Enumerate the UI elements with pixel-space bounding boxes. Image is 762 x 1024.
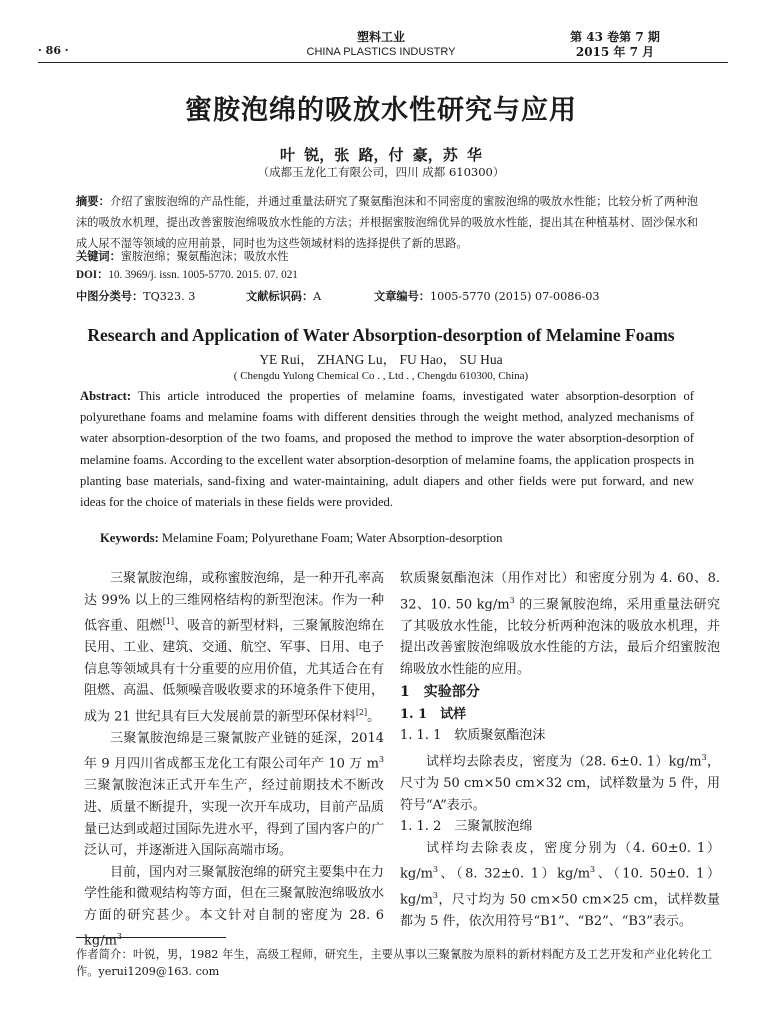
doi <box>76 267 698 284</box>
footnote-rule <box>76 937 226 938</box>
english-affiliation: ( Chengdu Yulong Chemical Co . , Ltd . , Chengdu 610300, China) <box>233 370 529 382</box>
body-right-column <box>400 568 720 933</box>
text-run: 、吸音的新型材料，三聚氰胺泡绵在民用、工业、建筑、交通、航空、军事、日用、电子信息等领域具有十分重要的应用价值，尤其适合在有阻燃、高温、低频噪音吸收要求的环境条件下使用，成为 21 世纪具有巨大发展前景的新型环保材料 <box>84 618 384 725</box>
affiliation: （成都玉龙化工有限公司，四川 成都 610300） <box>257 165 505 179</box>
text-run: 、（8. 32±0. 1）kg/m <box>438 866 591 882</box>
text-run: 三聚氰胺泡绵是三聚氰胺产业链的延深，2014 年 9 月四川省成都玉龙化工有限公司年产 10 万 m <box>84 730 384 772</box>
superscript: 3 <box>116 932 122 942</box>
superscript: 3 <box>509 595 515 605</box>
doi-label: DOI： <box>76 269 109 281</box>
abstract-en-label: Abstract: <box>80 389 132 403</box>
section-heading-1-1-1: 1. 1. 1 软质聚氨酯泡沫 <box>400 728 546 744</box>
clc-value: TQ323. 3 <box>143 290 196 303</box>
text-run: 的三聚氰胺泡绵，采用重量法研究了其吸放水性能，比较分析两种泡沫的吸放水机理，并提出改善蜜胺泡绵吸放水性能的方法，最后介绍蜜胺泡绵吸放水性能的应用。 <box>400 596 720 677</box>
text-run: ，尺寸均为 50 cm×50 cm×25 cm，试样数量都为 5 件，依次用符号“B1”、“B2”、“B3”表示。 <box>400 892 720 930</box>
page-number: · 86 · <box>38 44 69 57</box>
abstract-cn-text: 介绍了蜜胺泡绵的产品性能，并通过重量法研究了聚氨酯泡沫和不同密度的蜜胺泡绵的吸放水性能；比较分析了两种泡沫的吸放水机理，提出改善蜜胺泡绵吸放水性能的方法；并根据蜜胺泡绵优异的吸放水性能，提出其在种植基材、固沙保水和成人尿不湿等领域的应用前景，同时也为这些领域材料的选择提供了新的思路。 <box>76 195 698 250</box>
section-heading-1-1-2: 1. 1. 2 三聚氰胺泡绵 <box>400 819 533 835</box>
section-heading-1-1: 1. 1 试样 <box>400 706 467 722</box>
section-heading-1: 1 实验部分 <box>400 684 480 701</box>
author-footnote: 作者简介：叶锐，男，1982 年生，高级工程师，研究生，主要从事以三聚氰胺为原料的新材料配方及工艺开发和产业化转化工作。yerui1209@163. com <box>76 948 712 978</box>
intro-paragraph-3 <box>84 862 384 953</box>
keywords-cn-label: 关键词： <box>76 249 121 263</box>
text-run: 目前，国内对三聚氰胺泡绵的研究主要集中在力学性能和微观结构等方面，但在三聚氰胺泡绵吸放水方面的研究甚少。本文针对自制的密度为 28. 6 kg/m <box>84 864 384 949</box>
intro-paragraph-3-cont <box>400 568 720 680</box>
keywords-en-label: Keywords: <box>100 531 159 545</box>
sample-b-paragraph <box>400 838 720 933</box>
abstract-cn <box>76 191 698 254</box>
clc-label: 中图分类号： <box>76 289 144 303</box>
intro-paragraph-2 <box>84 728 384 862</box>
abstract-cn-label: 摘要： <box>76 194 110 208</box>
keywords-en-text: Melamine Foam; Polyurethane Foam; Water Absorption-desorption <box>158 531 503 545</box>
text-run: 试样均去除表皮，密度为（28. 6±0. 1）kg/m <box>426 754 702 770</box>
journal-name-cn: 塑料工业 <box>356 30 405 44</box>
doc-code-value: A <box>313 290 322 303</box>
paper-title: 蜜胺泡绵的吸放水性研究与应用 <box>185 95 577 126</box>
volume-issue: 第 43 卷第 7 期 <box>570 30 660 44</box>
journal-name-en: CHINA PLASTICS INDUSTRY <box>306 46 456 58</box>
abstract-en <box>80 386 694 513</box>
citation-2: [2] <box>355 707 368 717</box>
article-no-label: 文章编号： <box>374 289 430 303</box>
text-run: 试样均去除表皮，密度分别为（4. 60±0. 1）kg/m <box>400 840 720 882</box>
issue-date: 2015 年 7 月 <box>575 45 655 59</box>
superscript: 3 <box>378 755 384 765</box>
classification-line <box>76 288 698 305</box>
superscript: 3 <box>432 891 438 901</box>
keywords-cn-text: 蜜胺泡绵；聚氨酯泡沫；吸放水性 <box>120 250 289 263</box>
text-run: 三聚氰胺泡沫正式开车生产，经过前期技术不断改进、质量不断提升，实现一次开车成功，目前产品质量已达到或超过国际先进水平，得到了国内客户的广泛认可，并逐渐进入国际高端市场。 <box>84 778 384 859</box>
body-left-column <box>84 568 384 952</box>
article-no-value: 1005-5770 (2015) 07-0086-03 <box>429 290 600 303</box>
keywords-cn <box>76 248 698 265</box>
text-run: 、（10. 50±0. 1）kg/m <box>400 866 720 908</box>
superscript: 3 <box>432 865 438 875</box>
doc-code-label: 文献标识码： <box>246 289 314 303</box>
authors: 叶 锐，张 路，付 豪，苏 华 <box>280 146 482 164</box>
superscript: 3 <box>701 753 707 763</box>
text-run: 三聚氰胺泡绵，或称蜜胺泡绵，是一种开孔率高达 99% 以上的三维网格结构的新型泡沫。作为一种低容重、阻燃 <box>84 571 384 634</box>
english-authors: YE Rui， ZHANG Lu， FU Hao， SU Hua <box>259 352 503 367</box>
text-run: ，尺寸为 50 cm×50 cm×32 cm，试样数量为 5 件，用符号“A”表示。 <box>400 754 720 813</box>
issue-info <box>540 30 690 60</box>
doi-value: 10. 3969/j. issn. 1005-5770. 2015. 07. 021 <box>108 269 298 281</box>
text-run: 软质聚氨酯泡沫（用作对比）和密度分别为 4. 60、8. 32、10. 50 kg/m <box>400 571 720 612</box>
abstract-en-text: This article introduced the properties of melamine foams, investigated water absorption-desorption of polyurethane foams and melamine foams with different densities through the weight method, analyzed mechanisms of water absorption-desorption of the two foams, and proposed the method to improve the water absorption-desorption of melamine foams. According to the excellent water absorption-desorption of melamine foams, the application prospects in planting base materials, sand-fixing and water-maintaining, adult diapers and other fields were put forward, and new ideas for the choice of materials in these fields were provided. <box>80 389 694 510</box>
intro-paragraph-1 <box>84 568 384 728</box>
keywords-en <box>100 531 700 546</box>
sample-a-paragraph <box>400 747 720 816</box>
english-title: Research and Application of Water Absorption-desorption of Melamine Foams <box>87 325 675 345</box>
header-rule <box>38 62 728 63</box>
text-run: 。 <box>367 709 381 725</box>
superscript: 3 <box>590 865 596 875</box>
citation-1: [1] <box>162 617 175 627</box>
